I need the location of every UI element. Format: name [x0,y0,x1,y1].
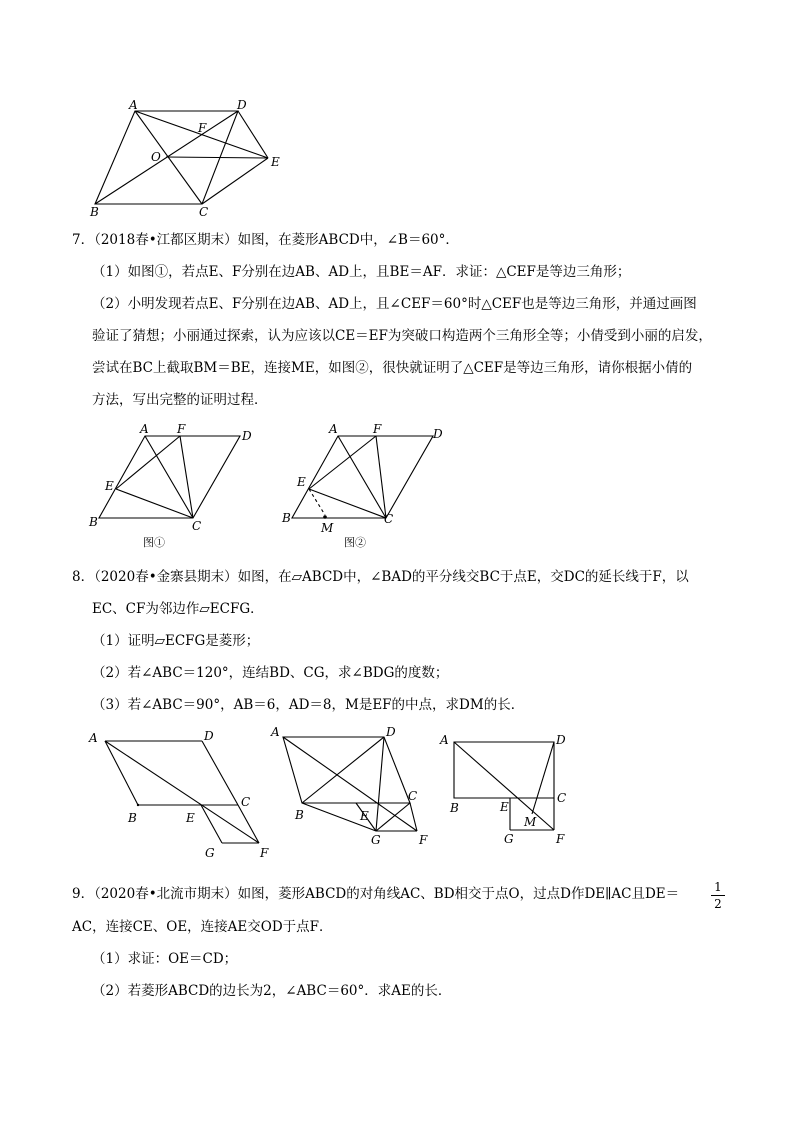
q7-figure-1 [85,418,265,553]
label-C: C [384,512,394,526]
label-C: C [241,795,251,809]
q8-part3: （3）若∠ABC＝90°，AB＝6，AD＝8，M是EF的中点，求DM的长． [92,697,525,713]
q8-stem-line2: EC、CF为邻边作▱ECFG． [92,601,264,617]
q8-figure-b [262,722,442,867]
label-C: C [557,791,567,805]
q8-figure-c [438,722,588,867]
label-B: B [282,511,291,525]
label-B: B [128,811,137,825]
label-F: F [373,422,382,436]
label-A: A [140,422,149,436]
label-E: E [500,800,509,814]
q7-stem: 7．（2018春•江都区期末）如图，在菱形ABCD中，∠B＝60°． [72,232,459,248]
figure-caption: 图① [143,536,165,549]
q9-part2: （2）若菱形ABCD的边长为2，∠ABC＝60°．求AE的长． [92,983,452,999]
label-E: E [271,155,280,169]
q9-part1: （1）求证：OE＝CD； [92,951,238,967]
label-E: E [297,475,306,489]
label-D: D [242,429,252,443]
label-G: G [504,832,514,846]
label-A: A [271,725,280,739]
q8-part1: （1）证明▱ECFG是菱形； [92,633,260,649]
label-B: B [90,205,99,219]
label-B: B [89,515,98,529]
label-A: A [329,422,338,436]
q9-stem-line2: AC，连接CE、OE，连接AE交OD于点F． [72,919,333,935]
label-F: F [419,833,428,847]
label-C: C [192,519,202,533]
q7-part2-line1: （2）小明发现若点E、F分别在边AB、AD上，且∠CEF＝60°时△CEF也是等边三角形，并通过画图 [92,296,697,312]
q9-stem-line1: 9．（2020春•北流市期末）如图，菱形ABCD的对角线AC、BD相交于点O，过点D作DE∥AC且DE＝ [72,886,680,902]
figure-caption: 图② [344,536,366,549]
label-D: D [204,729,214,743]
label-E: E [360,809,369,823]
label-A: A [89,731,98,745]
label-G: G [205,846,215,860]
label-E: E [186,811,195,825]
q8-figure-a [85,722,285,867]
label-D: D [433,427,443,441]
q9-fraction-half [711,880,725,911]
label-D: D [386,725,396,739]
fraction-numerator: 1 [714,880,722,894]
label-F: F [556,832,565,846]
fraction-denominator: 2 [714,897,722,911]
q7-part1: （1）如图①，若点E、F分别在边AB、AD上，且BE＝AF．求证：△CEF是等边三角形； [92,264,631,280]
label-F: F [177,422,186,436]
label-D: D [556,733,566,747]
q7-part2-line3: 尝试在BC上截取BM＝BE，连接ME，如图②，很快就证明了△CEF是等边三角形，请你根据小倩的 [92,360,693,376]
label-E: E [105,479,114,493]
label-A: A [440,733,449,747]
q7-part2-line4: 方法，写出完整的证明过程． [92,392,268,408]
label-G: G [371,833,381,847]
label-B: B [450,801,459,815]
q7-part2-line2: 验证了猜想；小丽通过探索，认为应该以CE＝EF为突破口构造两个三角形全等；小倩受到小丽的启发， [92,328,712,344]
q8-part2: （2）若∠ABC＝120°，连结BD、CG，求∠BDG的度数； [92,665,449,681]
label-B: B [295,808,304,822]
label-F: F [260,846,269,860]
label-D: D [237,98,247,112]
q8-stem-line1: 8．（2020春•金寨县期末）如图，在▱ABCD中，∠BAD的平分线交BC于点E，交DC的延长线于F，以 [72,569,689,585]
top-geometry-figure [80,96,300,221]
q7-figure-2 [278,418,458,553]
label-C: C [199,205,209,219]
label-F: F [198,121,207,135]
label-M: M [524,815,537,829]
label-O: O [151,150,161,164]
label-A: A [129,98,138,112]
label-C: C [408,789,418,803]
label-M: M [321,521,334,535]
